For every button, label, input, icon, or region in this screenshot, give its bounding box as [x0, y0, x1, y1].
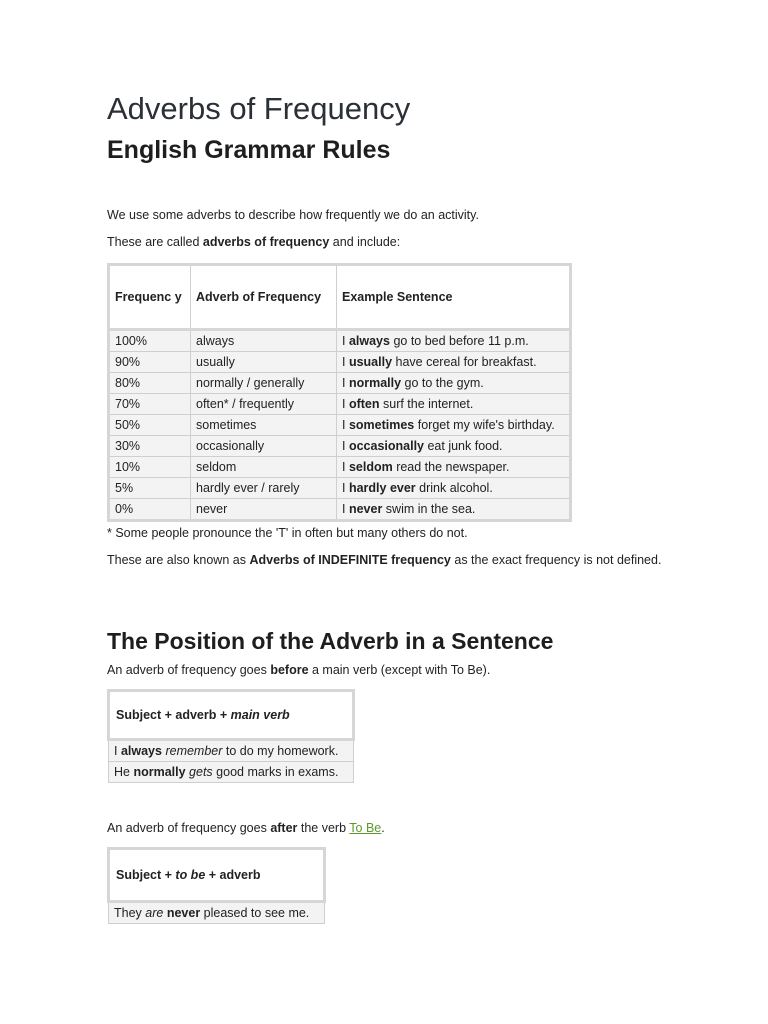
frequency-cell: 0%: [109, 499, 191, 521]
adverb-cell: usually: [191, 352, 337, 373]
table-row: [109, 352, 571, 373]
frequency-cell: 50%: [109, 415, 191, 436]
before-verb-formula: Subject + adverb + main verb: [109, 691, 354, 740]
after-verb-formula: Subject + to be + adverb: [109, 849, 325, 902]
frequency-cell: 5%: [109, 478, 191, 499]
adverb-cell: never: [191, 499, 337, 521]
table-row: [109, 436, 571, 457]
example-cell: I hardly ever drink alcohol.: [337, 478, 571, 499]
adverb-cell: normally / generally: [191, 373, 337, 394]
example-cell: I seldom read the newspaper.: [337, 457, 571, 478]
header-adverb: Adverb of Frequency: [191, 265, 337, 330]
table-row: [109, 457, 571, 478]
frequency-cell: 70%: [109, 394, 191, 415]
example-cell: I normally go to the gym.: [337, 373, 571, 394]
after-verb-table: [107, 847, 326, 924]
header-example: Example Sentence: [337, 265, 571, 330]
example-cell: I never swim in the sea.: [337, 499, 571, 521]
example-cell: I usually have cereal for breakfast.: [337, 352, 571, 373]
intro-paragraph-1: We use some adverbs to describe how frequently we do an activity.: [107, 208, 479, 222]
intro-paragraph-2: These are called adverbs of frequency and include:: [107, 235, 401, 249]
before-verb-table: [107, 689, 355, 783]
table-row: He normally gets good marks in exams.: [109, 762, 354, 783]
frequency-cell: 100%: [109, 330, 191, 352]
section-title: The Position of the Adverb in a Sentence: [107, 628, 554, 654]
page-subtitle: English Grammar Rules: [107, 136, 391, 164]
adverb-cell: always: [191, 330, 337, 352]
example-cell: I often surf the internet.: [337, 394, 571, 415]
frequency-cell: 80%: [109, 373, 191, 394]
table-row: [109, 499, 571, 521]
indefinite-paragraph: These are also known as Adverbs of INDEFINITE frequency as the exact frequency is not defined.: [107, 553, 662, 567]
frequency-table: [107, 263, 572, 522]
page-title: Adverbs of Frequency: [107, 91, 411, 126]
table-row: [109, 394, 571, 415]
table-row: [109, 330, 571, 352]
adverb-cell: seldom: [191, 457, 337, 478]
adverb-cell: hardly ever / rarely: [191, 478, 337, 499]
before-rule: An adverb of frequency goes before a main verb (except with To Be).: [107, 663, 491, 677]
footnote: * Some people pronounce the 'T' in often but many others do not.: [107, 526, 468, 540]
example-cell: I sometimes forget my wife's birthday.: [337, 415, 571, 436]
adverb-cell: sometimes: [191, 415, 337, 436]
header-frequency: Frequenc y: [109, 265, 191, 330]
table-row: [109, 373, 571, 394]
frequency-cell: 90%: [109, 352, 191, 373]
table-row: I always remember to do my homework.: [109, 740, 354, 762]
adverb-cell: occasionally: [191, 436, 337, 457]
table-row: [109, 478, 571, 499]
to-be-link[interactable]: To Be: [349, 821, 382, 835]
after-rule: An adverb of frequency goes after the verb To Be.: [107, 821, 385, 835]
frequency-cell: 30%: [109, 436, 191, 457]
table-row: [109, 415, 571, 436]
frequency-cell: 10%: [109, 457, 191, 478]
example-cell: I occasionally eat junk food.: [337, 436, 571, 457]
adverb-cell: often* / frequently: [191, 394, 337, 415]
table-row: They are never pleased to see me.: [109, 902, 325, 924]
example-cell: I always go to bed before 11 p.m.: [337, 330, 571, 352]
